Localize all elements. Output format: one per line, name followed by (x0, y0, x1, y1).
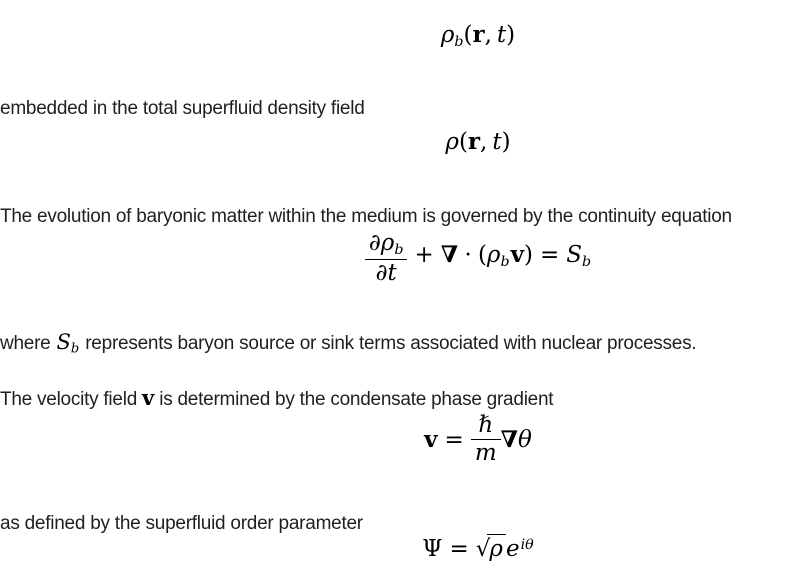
math-equals-operator: = (444, 426, 464, 453)
math-symbol-rho: ρ (440, 22, 455, 48)
inline-math-S-b (56, 330, 80, 357)
math-row (424, 425, 471, 455)
paragraph-velocity-field (0, 386, 812, 412)
math-symbol-theta: θ (517, 426, 532, 453)
math-hbar-icon: ℏ (478, 412, 494, 438)
math-comma: , (480, 129, 488, 155)
math-left-paren: ( (463, 22, 473, 48)
math-left-paren: ( (477, 241, 487, 268)
math-symbol-rho: ρ (380, 230, 395, 256)
equation-order-parameter (72, 530, 812, 564)
math-vector-r: r (472, 21, 485, 48)
math-symbol-rho: ρ (445, 129, 459, 155)
math-nabla-icon: ∇ (440, 240, 459, 268)
paragraph-evolution: The evolution of baryonic matter within the medium is governed by the continuity equation (0, 206, 732, 227)
math-vector-v: v (424, 425, 438, 453)
math-equals-operator: = (449, 536, 469, 563)
math-square-root (476, 534, 506, 564)
math-symbol-m: m (474, 440, 497, 467)
paragraph-text-after: represents baryon source or sink terms associated with nuclear processes. (85, 333, 697, 354)
math-right-paren: ) (523, 241, 533, 268)
paragraph-embedded: embedded in the total superfluid density field (0, 98, 365, 119)
math-row (501, 425, 532, 455)
math-symbol-rho: ρ (487, 534, 506, 562)
math-subscript-b: b (70, 341, 80, 357)
math-fraction (471, 412, 501, 467)
paragraph-text-before: where (0, 333, 51, 354)
math-plus-operator: + (414, 241, 434, 268)
paragraph-source-terms (0, 330, 812, 362)
math-subscript-b: b (500, 253, 510, 270)
math-symbol-S: S (56, 330, 71, 354)
math-right-paren: ) (501, 129, 511, 155)
math-row (407, 240, 591, 277)
math-symbol-psi: Ψ (422, 536, 443, 563)
math-symbol-e: e (505, 536, 520, 563)
math-partial-icon: ∂ (375, 259, 388, 286)
equation-velocity (72, 412, 812, 467)
paragraph-order-parameter: as defined by the superfluid order parameter (0, 513, 363, 534)
math-vector-r: r (467, 128, 481, 155)
math-subscript-b: b (454, 33, 464, 50)
math-partial-icon: ∂ (368, 230, 381, 256)
math-symbol-rho: ρ (486, 241, 501, 268)
equation-total-density (72, 127, 812, 157)
math-subscript-b: b (394, 241, 404, 258)
math-radical-icon: √ (475, 536, 491, 563)
math-fraction-denominator (365, 259, 408, 287)
inline-math-vector-v: v (142, 385, 155, 410)
equation-baryon-density (72, 20, 812, 57)
equation-continuity (72, 230, 812, 287)
math-dot-operator: ⋅ (464, 241, 472, 268)
paragraph-text-after: is determined by the condensate phase gradient (159, 389, 554, 410)
math-vector-v: v (510, 240, 524, 268)
math-symbol-t: t (496, 22, 507, 48)
math-left-paren: ( (458, 129, 468, 155)
math-symbol-t: t (492, 129, 502, 155)
math-equals-operator: = (539, 241, 560, 268)
math-fraction (365, 230, 408, 287)
math-symbol-t: t (387, 259, 397, 286)
math-right-paren: ) (506, 22, 516, 48)
math-fraction-denominator (471, 439, 501, 467)
math-superscript-itheta: iθ (520, 537, 534, 553)
math-fraction-numerator (471, 412, 501, 439)
math-fraction-numerator (365, 230, 408, 259)
paragraph-text-before: The velocity field (0, 389, 138, 410)
math-symbol-S: S (566, 241, 582, 268)
math-nabla-icon: ∇ (500, 425, 518, 453)
math-subscript-b: b (581, 253, 592, 270)
math-comma: , (484, 22, 492, 48)
